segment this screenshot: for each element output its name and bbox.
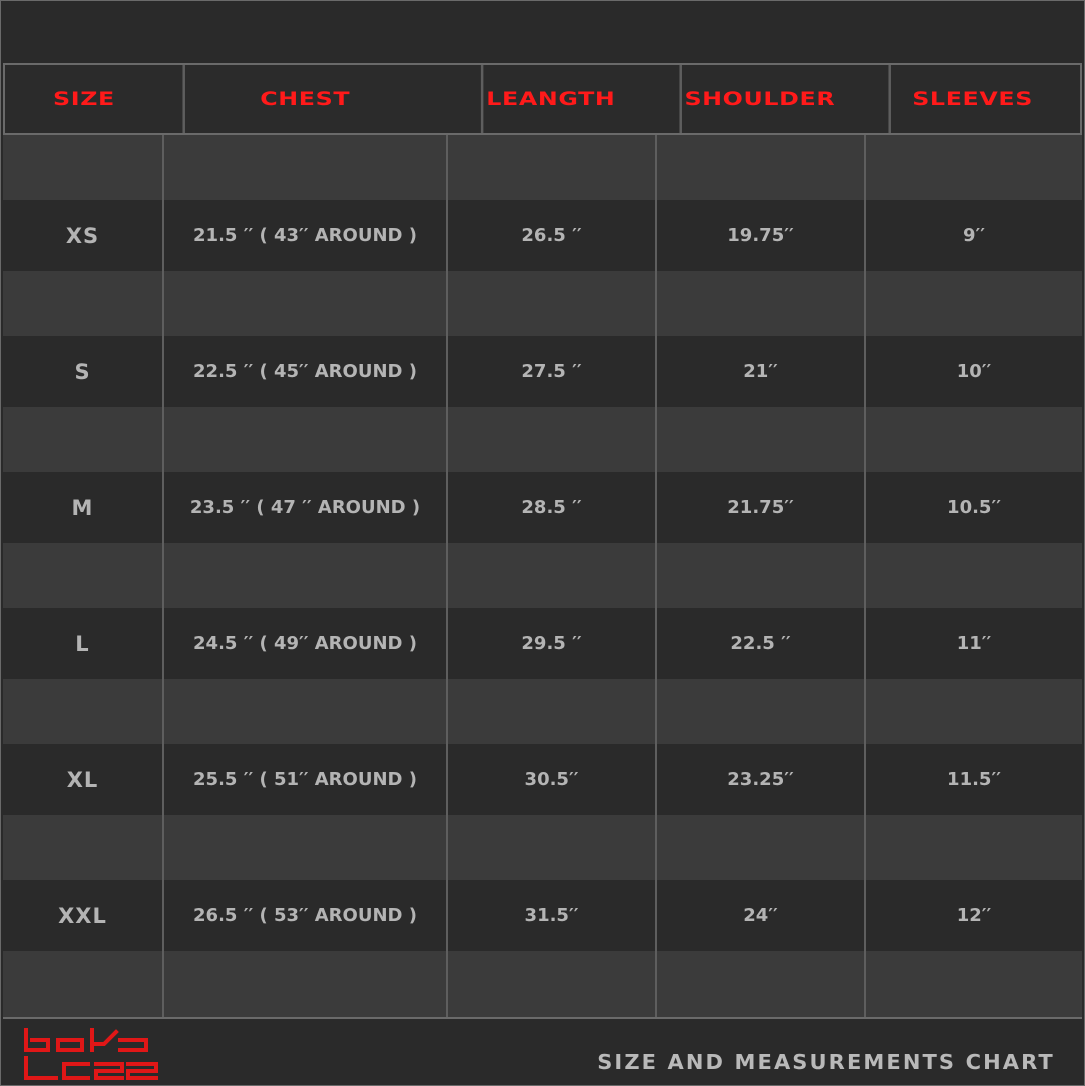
brand-logo-icon [24, 1028, 159, 1080]
chest-cell: 23.5 ′′ ( 47 ′′ AROUND ) [164, 472, 448, 543]
chest-cell: 22.5 ′′ ( 45′′ AROUND ) [164, 336, 448, 407]
table-row [3, 608, 1082, 679]
spacer-row [3, 271, 1082, 336]
spacer-row [3, 407, 1082, 472]
sleeves-cell: 11.5′′ [947, 769, 1001, 790]
table-row [3, 472, 1082, 543]
size-cell: M [3, 472, 164, 543]
length-cell: 28.5 ′′ [448, 472, 657, 543]
length-cell: 30.5′′ [448, 744, 657, 815]
size-table [3, 63, 1082, 1019]
header-size: SIZE [0, 65, 185, 133]
spacer-row [3, 951, 1082, 1019]
size-cell: XXL [3, 880, 164, 951]
size-cell: L [3, 608, 164, 679]
footer [0, 1014, 1085, 1086]
sleeves-cell: 10′′ [956, 361, 992, 382]
length-cell: 27.5 ′′ [448, 336, 657, 407]
shoulder-cell: 22.5 ′′ [657, 608, 866, 679]
size-cell: XS [3, 200, 164, 271]
chest-cell: 21.5 ′′ ( 43′′ AROUND ) [164, 200, 448, 271]
header-shoulder: SHOULDER [631, 65, 891, 133]
shoulder-cell: 23.25′′ [657, 744, 866, 815]
length-cell: 26.5 ′′ [448, 200, 657, 271]
header-chest: CHEST [130, 65, 484, 133]
spacer-row [3, 135, 1082, 200]
header-sleeves: SLEEVES [912, 88, 1033, 110]
spacer-row [3, 815, 1082, 880]
sleeves-cell: 12′′ [956, 905, 992, 926]
chest-cell: 25.5 ′′ ( 51′′ AROUND ) [164, 744, 448, 815]
chest-cell: 24.5 ′′ ( 49′′ AROUND ) [164, 608, 448, 679]
table-row [3, 744, 1082, 815]
shoulder-cell: 21.75′′ [657, 472, 866, 543]
size-cell: S [3, 336, 164, 407]
chest-cell: 26.5 ′′ ( 53′′ AROUND ) [164, 880, 448, 951]
table-row [3, 880, 1082, 951]
shoulder-cell: 21′′ [657, 336, 866, 407]
sleeves-cell: 11′′ [956, 633, 992, 654]
table-header-row [3, 63, 1082, 135]
length-cell: 31.5′′ [448, 880, 657, 951]
sleeves-cell: 9′′ [962, 225, 986, 246]
size-cell: XL [3, 744, 164, 815]
spacer-row [3, 543, 1082, 608]
table-row [3, 200, 1082, 271]
shoulder-cell: 19.75′′ [657, 200, 866, 271]
sleeves-cell: 10.5′′ [947, 497, 1001, 518]
shoulder-cell: 24′′ [657, 880, 866, 951]
length-cell: 29.5 ′′ [448, 608, 657, 679]
table-row [3, 336, 1082, 407]
chart-title: SIZE AND MEASUREMENTS CHART [597, 1050, 1055, 1074]
spacer-row [3, 679, 1082, 744]
header-length: LEANGTH [422, 65, 682, 133]
